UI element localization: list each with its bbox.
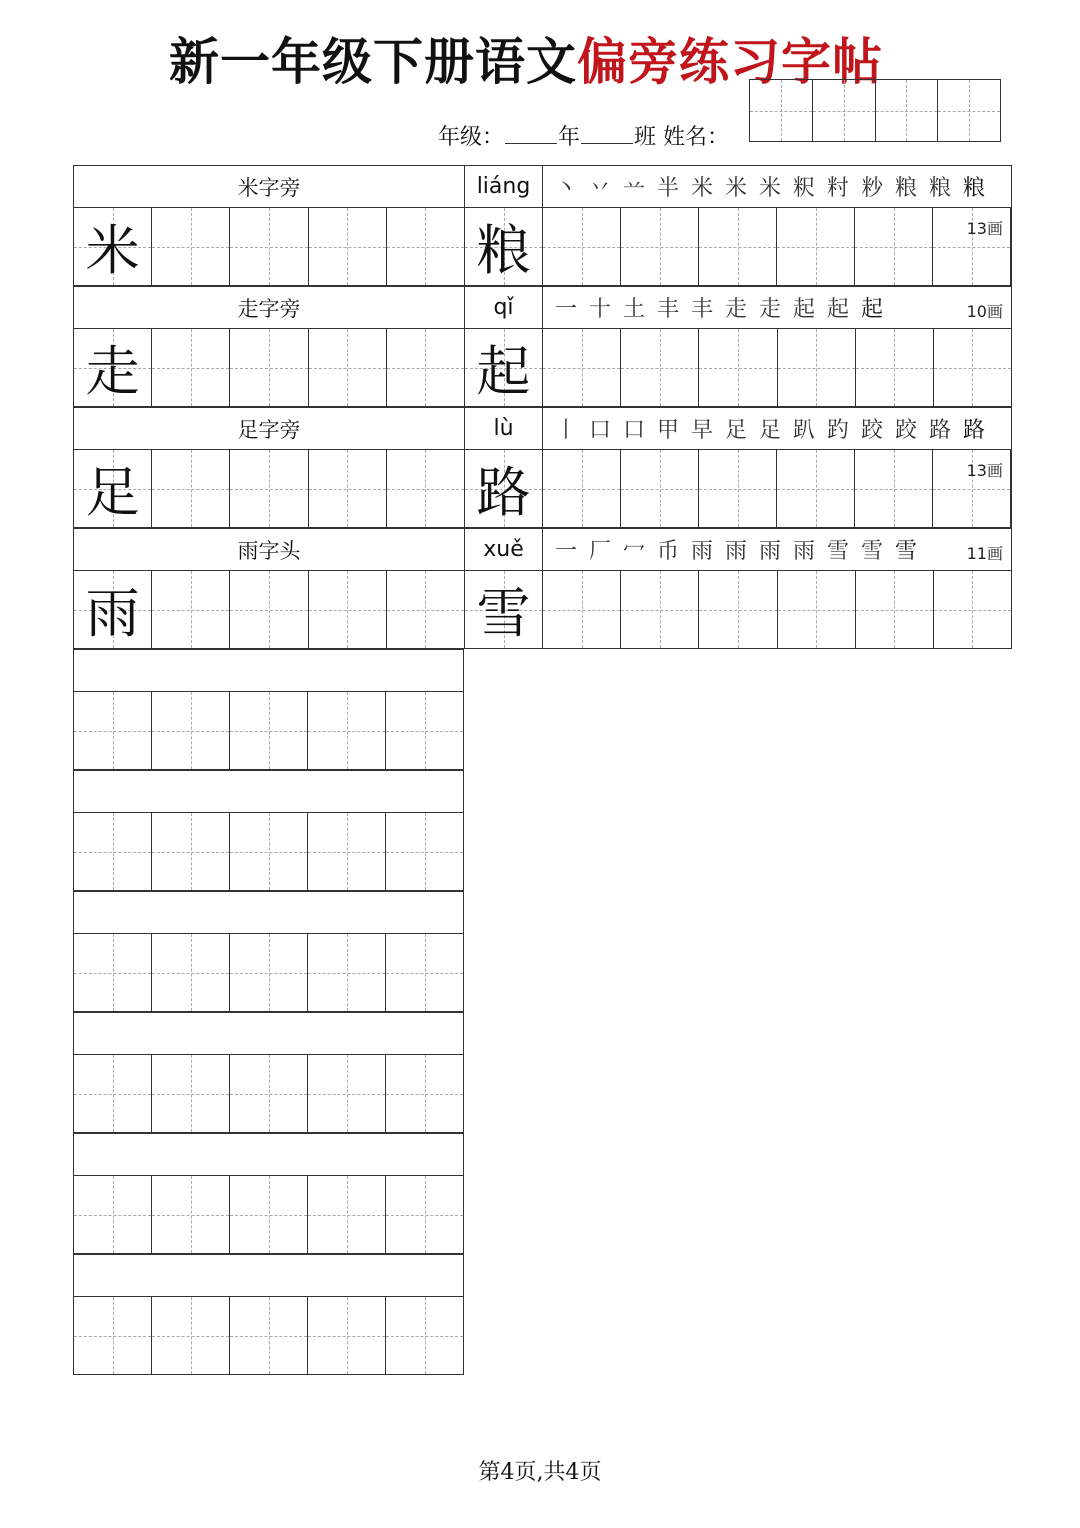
stroke-step: 雨 — [758, 539, 781, 564]
stroke-step: 雪 — [894, 539, 917, 564]
writing-cell[interactable] — [308, 692, 386, 769]
stroke-order-sequence — [543, 166, 1011, 207]
stroke-step: 一 — [554, 539, 577, 564]
writing-cell[interactable] — [309, 450, 387, 527]
writing-cell[interactable] — [621, 450, 699, 527]
stroke-step: 粮 — [894, 176, 917, 201]
writing-cell[interactable] — [699, 329, 777, 406]
writing-cell[interactable] — [387, 329, 464, 406]
writing-cell[interactable] — [621, 329, 699, 406]
stroke-step: 雨 — [724, 539, 747, 564]
writing-cell[interactable] — [855, 208, 933, 285]
stroke-step: 雪 — [860, 539, 883, 564]
radical-model-cell — [74, 329, 152, 406]
stroke-step: 路 — [928, 418, 951, 443]
character-glyph: 起 — [476, 340, 531, 403]
name-cell[interactable] — [750, 80, 813, 141]
stroke-order-header — [464, 528, 1012, 570]
writing-cell[interactable] — [152, 450, 230, 527]
writing-cell[interactable] — [308, 1176, 386, 1253]
stroke-count: 11画 — [966, 544, 1003, 563]
stroke-step: 趵 — [826, 418, 849, 443]
writing-cell[interactable] — [308, 1297, 386, 1374]
writing-cell[interactable] — [777, 450, 855, 527]
stroke-step: 十 — [588, 297, 611, 322]
stroke-step: 丰 — [656, 297, 679, 322]
writing-cell[interactable] — [152, 571, 230, 648]
stroke-step: 跤 — [894, 418, 917, 443]
name-label: 姓名： — [663, 125, 730, 150]
stroke-order-header — [464, 407, 1012, 449]
writing-cell[interactable] — [152, 1176, 230, 1253]
stroke-step: 甲 — [656, 418, 679, 443]
writing-cell[interactable] — [230, 1055, 308, 1132]
stroke-order-header — [464, 165, 1012, 207]
writing-cell[interactable] — [152, 692, 230, 769]
writing-cell[interactable] — [778, 329, 856, 406]
name-writing-box[interactable] — [749, 79, 1001, 142]
radical-practice-column — [73, 165, 464, 1375]
class-blank[interactable] — [581, 141, 633, 144]
stroke-step: 半 — [656, 176, 679, 201]
writing-cell[interactable] — [230, 450, 308, 527]
blank-header-row[interactable] — [73, 1133, 464, 1175]
stroke-step: 䒑 — [622, 176, 645, 201]
stroke-step: 一 — [554, 297, 577, 322]
stroke-order-sequence — [543, 529, 1011, 570]
writing-cell[interactable] — [386, 934, 463, 1011]
stroke-count: 13画 — [966, 219, 1003, 238]
character-model-cell — [465, 208, 543, 285]
stroke-count: 13画 — [966, 461, 1003, 480]
writing-cell[interactable] — [152, 329, 230, 406]
character-glyph: 粮 — [476, 219, 531, 282]
radical-glyph: 雨 — [85, 582, 140, 645]
character-model-cell — [465, 329, 543, 406]
pinyin-label: lù — [465, 408, 543, 449]
writing-cell[interactable] — [230, 329, 308, 406]
writing-cell[interactable] — [777, 208, 855, 285]
title-black: 新一年级下册语文 — [169, 33, 577, 91]
writing-cell[interactable] — [230, 1176, 308, 1253]
blank-header-row[interactable] — [73, 649, 464, 691]
radical-glyph: 走 — [85, 340, 140, 403]
writing-cell[interactable] — [856, 571, 934, 648]
radical-model-cell — [74, 208, 152, 285]
character-grid-row — [464, 570, 1012, 649]
stroke-step: 丰 — [690, 297, 713, 322]
character-grid-row — [464, 328, 1012, 407]
writing-cell[interactable] — [152, 934, 230, 1011]
radical-grid-row — [73, 570, 464, 649]
character-practice-column — [464, 165, 1012, 649]
radical-grid-row — [73, 207, 464, 286]
writing-cell[interactable] — [856, 329, 934, 406]
blank-header-row[interactable] — [73, 1254, 464, 1296]
writing-cell[interactable] — [308, 813, 386, 890]
radical-model-cell — [74, 450, 152, 527]
stroke-step: 起 — [792, 297, 815, 322]
stroke-step: 米 — [724, 176, 747, 201]
stroke-step: 土 — [622, 297, 645, 322]
radical-name: 足字旁 — [237, 417, 301, 442]
radical-name-header — [73, 165, 464, 207]
writing-cell[interactable] — [386, 1055, 463, 1132]
blank-grid-row — [73, 1296, 464, 1375]
stroke-step: 足 — [724, 418, 747, 443]
writing-cell[interactable] — [699, 571, 777, 648]
name-cell[interactable] — [876, 80, 939, 141]
writing-cell[interactable] — [386, 813, 463, 890]
radical-grid-row — [73, 449, 464, 528]
writing-cell[interactable] — [74, 1176, 152, 1253]
stroke-step: 厂 — [588, 539, 611, 564]
stroke-step: 粎 — [792, 176, 815, 201]
writing-cell[interactable] — [543, 450, 621, 527]
stroke-step: 起 — [860, 297, 883, 322]
radical-name-header — [73, 286, 464, 328]
blank-grid-row — [73, 812, 464, 891]
character-grid-row — [464, 449, 1012, 528]
writing-cell[interactable] — [387, 450, 464, 527]
radical-name: 雨字头 — [237, 538, 301, 563]
stroke-step: 口 — [588, 418, 611, 443]
writing-cell[interactable] — [386, 1297, 463, 1374]
writing-cell[interactable] — [152, 813, 230, 890]
character-glyph: 路 — [476, 461, 531, 524]
class-label: 班 — [634, 125, 657, 150]
writing-cell[interactable] — [543, 329, 621, 406]
stroke-step: 粮 — [962, 176, 985, 201]
writing-cell[interactable] — [230, 813, 308, 890]
stroke-step: 起 — [826, 297, 849, 322]
blank-header-row[interactable] — [73, 1012, 464, 1054]
writing-cell[interactable] — [934, 571, 1011, 648]
stroke-step: 币 — [656, 539, 679, 564]
writing-cell[interactable] — [152, 1055, 230, 1132]
writing-cell[interactable] — [74, 692, 152, 769]
radical-name-header — [73, 528, 464, 570]
year-label: 年 — [558, 125, 581, 150]
blank-grid-row — [73, 933, 464, 1012]
character-model-cell — [465, 450, 543, 527]
writing-cell[interactable] — [230, 571, 308, 648]
pinyin-label: qǐ — [465, 287, 543, 328]
writing-cell[interactable] — [543, 208, 621, 285]
stroke-step: 路 — [962, 418, 985, 443]
stroke-step: 早 — [690, 418, 713, 443]
writing-cell[interactable] — [621, 571, 699, 648]
stroke-step: 跤 — [860, 418, 883, 443]
stroke-step: 走 — [724, 297, 747, 322]
radical-glyph: 米 — [85, 219, 140, 282]
radical-name-header — [73, 407, 464, 449]
page-footer: 第4页,共4页 — [478, 1460, 602, 1485]
blank-grid-row — [73, 1054, 464, 1133]
writing-cell[interactable] — [699, 208, 777, 285]
stroke-order-sequence — [543, 287, 1011, 328]
stroke-step: 籿 — [826, 176, 849, 201]
writing-cell[interactable] — [621, 208, 699, 285]
blank-grid-row — [73, 1175, 464, 1254]
pinyin-label: liáng — [465, 166, 543, 207]
writing-cell[interactable] — [230, 208, 308, 285]
stroke-step: 粮 — [928, 176, 951, 201]
stroke-step: 丷 — [588, 176, 611, 201]
writing-cell[interactable] — [230, 692, 308, 769]
radical-glyph: 足 — [85, 461, 140, 524]
writing-cell[interactable] — [543, 571, 621, 648]
writing-cell[interactable] — [309, 571, 387, 648]
stroke-step: 雪 — [826, 539, 849, 564]
writing-cell[interactable] — [387, 208, 464, 285]
stroke-step: 雨 — [792, 539, 815, 564]
stroke-step: 口 — [622, 418, 645, 443]
stroke-count: 10画 — [966, 302, 1003, 321]
grade-label: 年级： — [438, 125, 505, 150]
blank-grid-row — [73, 691, 464, 770]
blank-header-row[interactable] — [73, 891, 464, 933]
writing-cell[interactable] — [74, 934, 152, 1011]
writing-cell[interactable] — [934, 329, 1011, 406]
stroke-step: 丨 — [554, 418, 577, 443]
writing-cell[interactable] — [152, 1297, 230, 1374]
character-model-cell — [465, 571, 543, 648]
writing-cell[interactable] — [309, 329, 387, 406]
writing-cell[interactable] — [74, 1055, 152, 1132]
writing-cell[interactable] — [152, 208, 230, 285]
pinyin-label: xuě — [465, 529, 543, 570]
writing-cell[interactable] — [855, 450, 933, 527]
stroke-step: 粆 — [860, 176, 883, 201]
student-info-line — [438, 120, 729, 151]
radical-grid-row — [73, 328, 464, 407]
writing-cell[interactable] — [387, 571, 464, 648]
writing-cell[interactable] — [386, 692, 463, 769]
name-cell[interactable] — [938, 80, 1000, 141]
stroke-step: 走 — [758, 297, 781, 322]
name-cell[interactable] — [813, 80, 876, 141]
radical-name: 走字旁 — [237, 296, 301, 321]
stroke-order-header — [464, 286, 1012, 328]
writing-cell[interactable] — [230, 934, 308, 1011]
writing-cell[interactable] — [74, 1297, 152, 1374]
character-grid-row — [464, 207, 1012, 286]
stroke-step: 丶 — [554, 176, 577, 201]
stroke-step: 雨 — [690, 539, 713, 564]
stroke-order-sequence — [543, 408, 1011, 449]
writing-cell[interactable] — [309, 208, 387, 285]
writing-cell[interactable] — [699, 450, 777, 527]
radical-name: 米字旁 — [237, 175, 301, 200]
stroke-step: 米 — [690, 176, 713, 201]
writing-cell[interactable] — [230, 1297, 308, 1374]
character-glyph: 雪 — [476, 582, 531, 645]
stroke-step: 趴 — [792, 418, 815, 443]
writing-cell[interactable] — [308, 934, 386, 1011]
title-red: 偏旁练习字帖 — [577, 33, 883, 91]
year-blank[interactable] — [505, 141, 557, 144]
blank-header-row[interactable] — [73, 770, 464, 812]
stroke-step: 冖 — [622, 539, 645, 564]
radical-model-cell — [74, 571, 152, 648]
writing-cell[interactable] — [778, 571, 856, 648]
stroke-step: 足 — [758, 418, 781, 443]
writing-cell[interactable] — [308, 1055, 386, 1132]
stroke-step: 米 — [758, 176, 781, 201]
writing-cell[interactable] — [74, 813, 152, 890]
writing-cell[interactable] — [386, 1176, 463, 1253]
